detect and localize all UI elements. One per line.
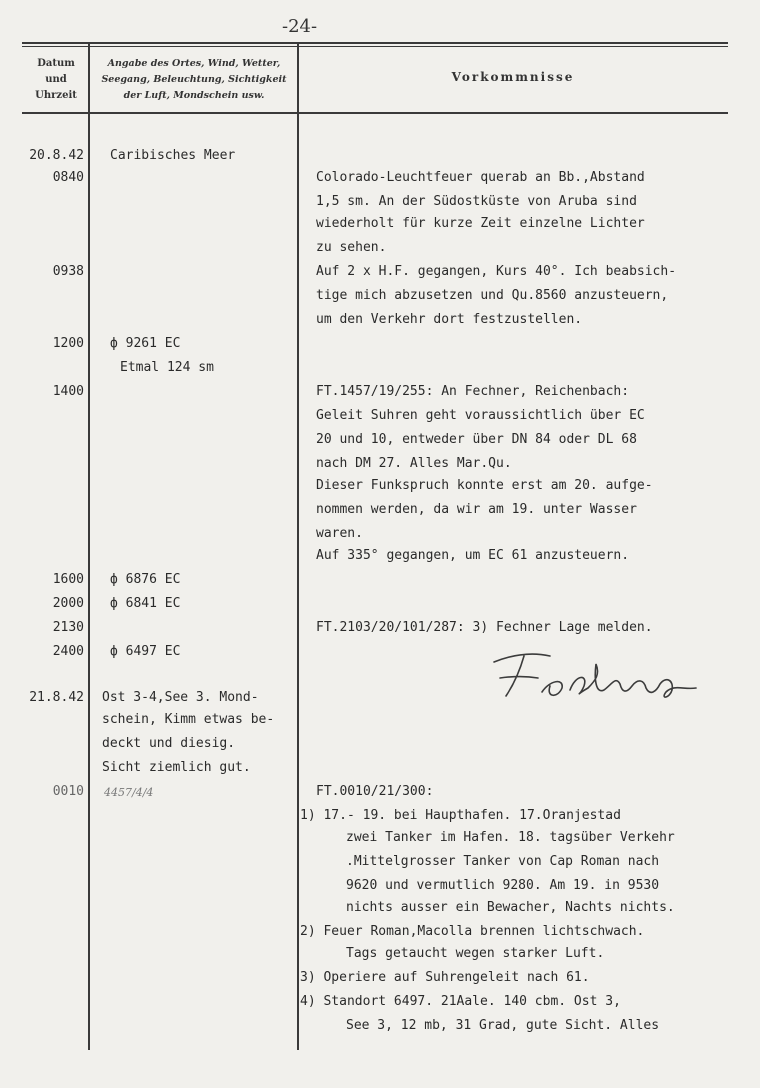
event-line: 2) Feuer Roman,Macolla brennen lichtschwach. <box>300 924 645 939</box>
header-date-time <box>24 56 88 104</box>
event-line: Geleit Suhren geht voraussichtlich über EC <box>316 408 645 423</box>
time-entry: 2130 <box>52 620 84 635</box>
time-entry: 0938 <box>52 264 84 279</box>
date-entry: 20.8.42 <box>29 148 84 163</box>
top-double-rule-a <box>22 42 728 44</box>
radio-message-line: FT.0010/21/300: <box>316 784 434 799</box>
location-entry: Caribisches Meer <box>110 148 236 163</box>
signature <box>484 640 704 714</box>
header-location-line-1: Angabe des Ortes, Wind, Wetter, <box>107 58 281 69</box>
event-line: zu sehen. <box>316 240 387 255</box>
event-line: waren. <box>316 526 363 541</box>
weather-line: Ost 3-4,See 3. Mond- <box>102 690 259 705</box>
header-date-line: Datum <box>37 58 75 69</box>
radio-message-line: FT.2103/20/101/287: 3) Fechner Lage melden. <box>316 620 653 635</box>
event-line: Auf 2 x H.F. gegangen, Kurs 40°. Ich beabsich- <box>316 264 677 279</box>
event-line: wiederholt für kurze Zeit einzelne Lichter <box>316 216 645 231</box>
handwritten-note: 4457/4/4 <box>104 786 154 799</box>
event-line: nichts ausser ein Bewacher, Nachts nichts. <box>346 900 675 915</box>
page-number: -24- <box>282 16 318 37</box>
position-entry: ф 9261 EC <box>110 336 181 351</box>
event-line: Tags getaucht wegen starker Luft. <box>346 946 605 961</box>
event-line: tige mich abzusetzen und Qu.8560 anzusteuern, <box>316 288 669 303</box>
weather-line: schein, Kimm etwas be- <box>102 712 275 727</box>
time-entry: 1400 <box>52 384 84 399</box>
date-entry: 21.8.42 <box>29 690 84 705</box>
event-line: Auf 335° gegangen, um EC 61 anzusteuern. <box>316 548 630 563</box>
daily-run-entry: Etmal 124 sm <box>120 360 214 375</box>
event-line: Dieser Funkspruch konnte erst am 20. aufge- <box>316 478 653 493</box>
event-line: um den Verkehr dort festzustellen. <box>316 312 583 327</box>
position-entry: ф 6876 EC <box>110 572 181 587</box>
event-line: 20 und 10, entweder über DN 84 oder DL 68 <box>316 432 637 447</box>
header-location-weather <box>90 56 298 104</box>
time-entry: 0840 <box>52 170 84 185</box>
event-line: zwei Tanker im Hafen. 18. tagsüber Verkehr <box>346 830 675 845</box>
event-line: 9620 und vermutlich 9280. Am 19. in 9530 <box>346 878 660 893</box>
radio-message-line: FT.1457/19/255: An Fechner, Reichenbach: <box>316 384 630 399</box>
top-double-rule-b <box>22 46 728 47</box>
event-line: 4) Standort 6497. 21Aale. 140 cbm. Ost 3, <box>300 994 621 1009</box>
header-location-line-2: Seegang, Beleuchtung, Sichtigkeit <box>101 74 287 85</box>
event-line: 1,5 sm. An der Südostküste von Aruba sind <box>316 194 637 209</box>
event-line: nach DM 27. Alles Mar.Qu. <box>316 456 512 471</box>
column-divider-1 <box>88 44 90 1050</box>
weather-line: deckt und diesig. <box>102 736 236 751</box>
position-entry: ф 6497 EC <box>110 644 181 659</box>
event-line: 1) 17.- 19. bei Haupthafen. 17.Oranjestad <box>300 808 621 823</box>
header-bottom-rule <box>22 112 728 114</box>
event-line: See 3, 12 mb, 31 Grad, gute Sicht. Alles <box>346 1018 660 1033</box>
header-events: Vorkommnisse <box>451 70 575 84</box>
signature-scribble <box>484 640 704 710</box>
event-line: Colorado-Leuchtfeuer querab an Bb.,Abstand <box>316 170 645 185</box>
event-line: nommen werden, da wir am 19. unter Wasser <box>316 502 637 517</box>
header-time-line: Uhrzeit <box>35 90 77 101</box>
column-divider-2 <box>297 44 299 1050</box>
time-entry: 1200 <box>52 336 84 351</box>
time-entry: 0010 <box>52 784 84 799</box>
header-und-line: und <box>45 74 67 85</box>
weather-line: Sicht ziemlich gut. <box>102 760 251 775</box>
event-line: .Mittelgrosser Tanker von Cap Roman nach <box>346 854 660 869</box>
header-location-line-3: der Luft, Mondschein usw. <box>123 90 265 101</box>
time-entry: 1600 <box>52 572 84 587</box>
position-entry: ф 6841 EC <box>110 596 181 611</box>
event-line: 3) Operiere auf Suhrengeleit nach 61. <box>300 970 590 985</box>
time-entry: 2000 <box>52 596 84 611</box>
time-entry: 2400 <box>52 644 84 659</box>
